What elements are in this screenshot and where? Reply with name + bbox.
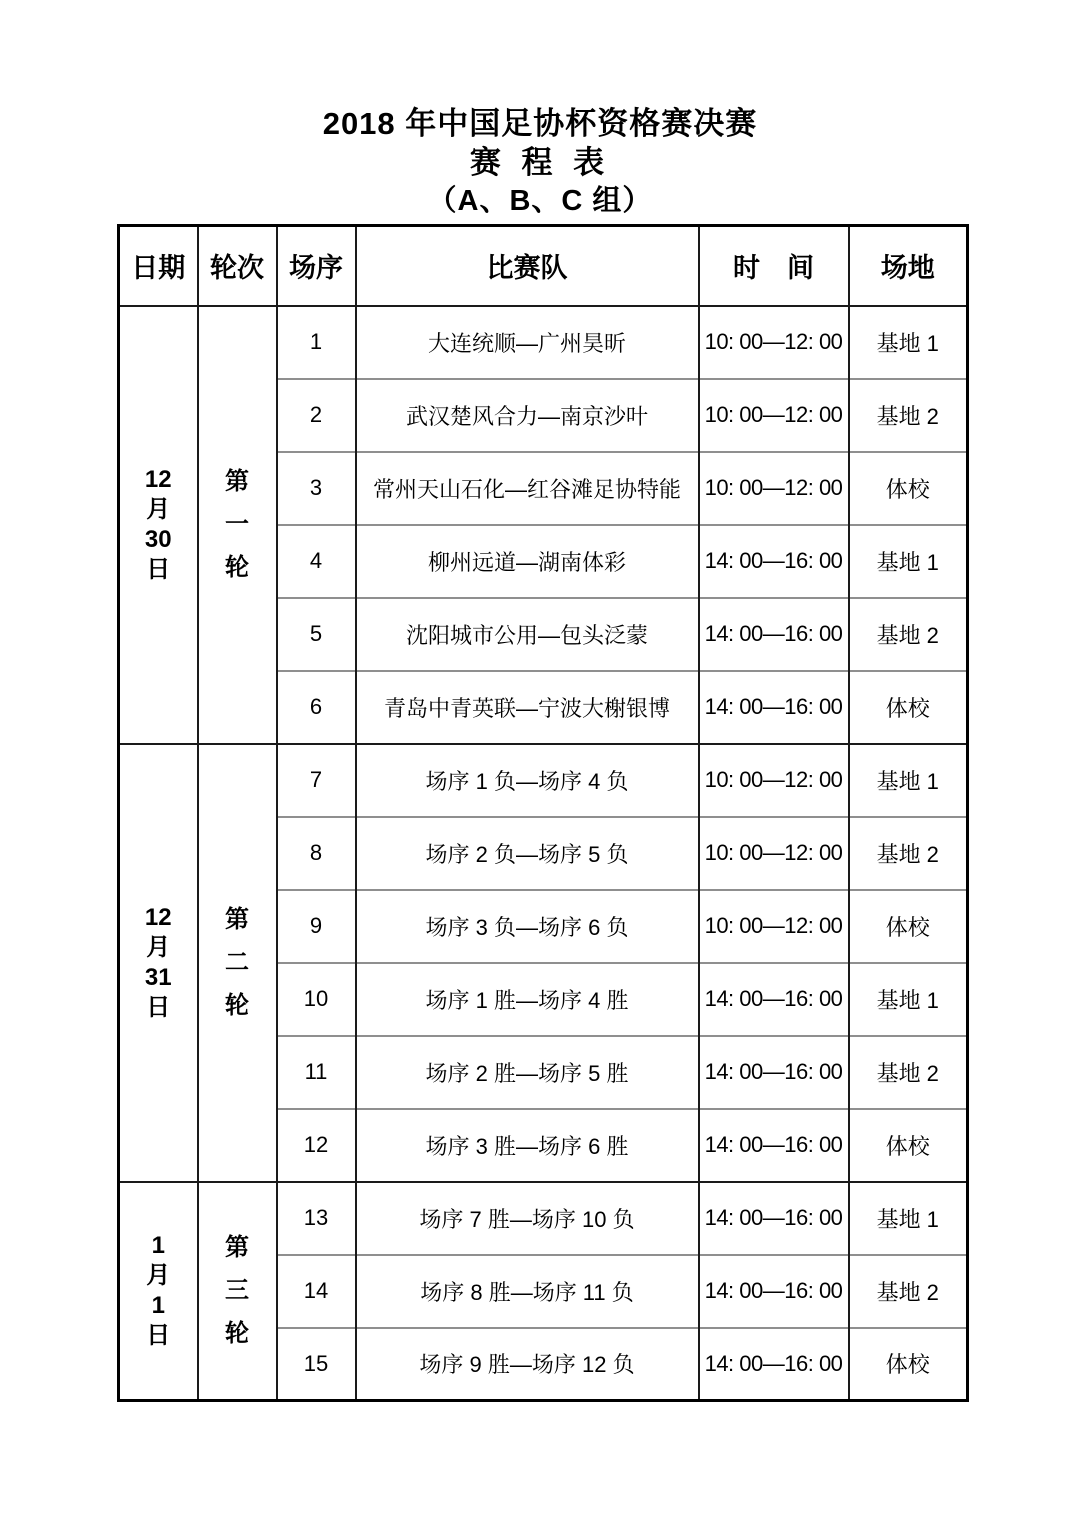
time-cell: 10: 00—12: 00: [699, 817, 849, 890]
match-no-cell: 15: [277, 1328, 356, 1401]
venue-cell: 基地 1: [849, 744, 968, 817]
date-line: 日: [146, 555, 171, 583]
header-venue: 场地: [849, 226, 968, 306]
document-group-label: （A、B、C 组）: [427, 185, 653, 217]
match-no-cell: 1: [277, 306, 356, 379]
match-no-cell: 14: [277, 1255, 356, 1328]
time-cell: 14: 00—16: 00: [699, 1182, 849, 1255]
date-line: 月: [146, 933, 171, 961]
table-row: [119, 744, 968, 817]
match-no-cell: 13: [277, 1182, 356, 1255]
venue-cell: 基地 2: [849, 817, 968, 890]
date-cell: [119, 306, 198, 744]
round-cell: [198, 306, 277, 744]
round-cell: [198, 1182, 277, 1401]
venue-cell: 体校: [849, 890, 968, 963]
teams-cell: 场序 3 负—场序 6 负: [356, 890, 699, 963]
match-no-cell: 8: [277, 817, 356, 890]
header-teams: 比赛队: [356, 226, 699, 306]
teams-cell: 场序 9 胜—场序 12 负: [356, 1328, 699, 1401]
time-cell: 14: 00—16: 00: [699, 963, 849, 1036]
date-line: 30: [144, 525, 172, 553]
match-no-cell: 9: [277, 890, 356, 963]
time-cell: 10: 00—12: 00: [699, 452, 849, 525]
date-cell: [119, 1182, 198, 1401]
time-cell: 14: 00—16: 00: [699, 1109, 849, 1182]
round-line: 第: [225, 906, 249, 933]
venue-cell: 体校: [849, 1109, 968, 1182]
round-line: 一: [225, 511, 249, 538]
teams-cell: 武汉楚风合力—南京沙叶: [356, 379, 699, 452]
match-no-cell: 10: [277, 963, 356, 1036]
header-row: [119, 226, 968, 306]
date-line: 月: [146, 1261, 171, 1289]
table-row: [119, 306, 968, 379]
venue-cell: 体校: [849, 671, 968, 744]
teams-cell: 场序 8 胜—场序 11 负: [356, 1255, 699, 1328]
header-date: 日期: [119, 226, 198, 306]
teams-cell: 青岛中青英联—宁波大榭银博: [356, 671, 699, 744]
round-cell: [198, 744, 277, 1182]
time-cell: 14: 00—16: 00: [699, 1328, 849, 1401]
round-line: 轮: [225, 1320, 249, 1348]
table-row: [119, 1182, 968, 1255]
teams-cell: 场序 1 负—场序 4 负: [356, 744, 699, 817]
round-line: 轮: [225, 992, 249, 1019]
round-line: 第: [225, 1234, 249, 1262]
schedule-table-header: [119, 226, 968, 306]
time-cell: 14: 00—16: 00: [699, 1255, 849, 1328]
venue-cell: 基地 2: [849, 1255, 968, 1328]
time-cell: 10: 00—12: 00: [699, 379, 849, 452]
venue-cell: 基地 1: [849, 963, 968, 1036]
round-line: 二: [225, 949, 249, 976]
venue-cell: 基地 1: [849, 306, 968, 379]
time-cell: 14: 00—16: 00: [699, 525, 849, 598]
venue-cell: 基地 2: [849, 598, 968, 671]
schedule-table-body: [119, 306, 968, 1401]
teams-cell: 沈阳城市公用—包头泛蒙: [356, 598, 699, 671]
round-line: 第: [225, 468, 249, 495]
date-line: 31: [144, 963, 172, 991]
teams-cell: 大连统顺—广州昊昕: [356, 306, 699, 379]
date-cell: [119, 744, 198, 1182]
match-no-cell: 5: [277, 598, 356, 671]
document-subtitle: 赛 程 表: [469, 145, 611, 180]
match-no-cell: 4: [277, 525, 356, 598]
time-cell: 14: 00—16: 00: [699, 1036, 849, 1109]
time-cell: 10: 00—12: 00: [699, 890, 849, 963]
time-cell: 10: 00—12: 00: [699, 744, 849, 817]
header-match-no: 场序: [277, 226, 356, 306]
round-line: 三: [225, 1277, 249, 1305]
time-cell: 14: 00—16: 00: [699, 671, 849, 744]
header-time: 时 间: [699, 226, 849, 306]
match-no-cell: 12: [277, 1109, 356, 1182]
match-no-cell: 3: [277, 452, 356, 525]
time-cell: 14: 00—16: 00: [699, 598, 849, 671]
match-no-cell: 2: [277, 379, 356, 452]
match-no-cell: 7: [277, 744, 356, 817]
teams-cell: 场序 1 胜—场序 4 胜: [356, 963, 699, 1036]
date-line: 日: [146, 993, 171, 1021]
round-line: 轮: [225, 554, 249, 581]
header-round: 轮次: [198, 226, 277, 306]
date-line: 日: [146, 1321, 171, 1349]
teams-cell: 场序 2 胜—场序 5 胜: [356, 1036, 699, 1109]
venue-cell: 基地 1: [849, 1182, 968, 1255]
date-line: 1: [151, 1291, 165, 1319]
date-line: 12: [144, 465, 172, 493]
teams-cell: 常州天山石化—红谷滩足协特能: [356, 452, 699, 525]
venue-cell: 基地 1: [849, 525, 968, 598]
date-line: 月: [146, 495, 171, 523]
teams-cell: 场序 7 胜—场序 10 负: [356, 1182, 699, 1255]
title-block: [0, 0, 1080, 221]
teams-cell: 场序 3 胜—场序 6 胜: [356, 1109, 699, 1182]
document-title: 2018 年中国足协杯资格赛决赛: [322, 106, 758, 141]
schedule-table: [117, 224, 969, 1402]
venue-cell: 基地 2: [849, 379, 968, 452]
time-cell: 10: 00—12: 00: [699, 306, 849, 379]
match-no-cell: 11: [277, 1036, 356, 1109]
teams-cell: 场序 2 负—场序 5 负: [356, 817, 699, 890]
date-line: 1: [151, 1231, 165, 1259]
venue-cell: 基地 2: [849, 1036, 968, 1109]
teams-cell: 柳州远道—湖南体彩: [356, 525, 699, 598]
venue-cell: 体校: [849, 452, 968, 525]
match-no-cell: 6: [277, 671, 356, 744]
venue-cell: 体校: [849, 1328, 968, 1401]
date-line: 12: [144, 903, 172, 931]
